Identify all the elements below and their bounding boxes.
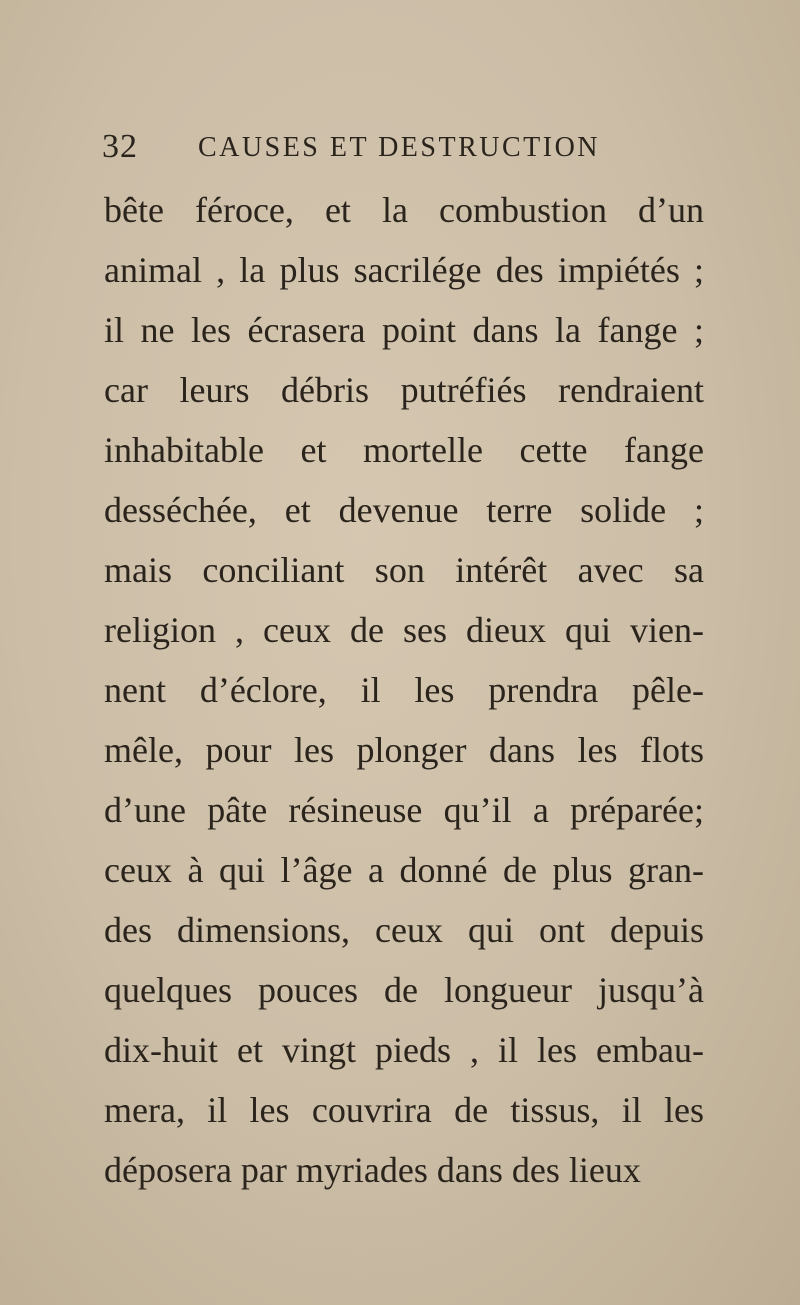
text-line: desséchée, et devenue terre solide ; <box>104 490 704 530</box>
text-line: car leurs débris putréfiés rendraient <box>104 370 704 410</box>
text-line: mêle, pour les plonger dans les flots <box>104 730 704 770</box>
page-number: 32 <box>102 128 138 165</box>
body-text <box>104 180 704 1200</box>
text-line: des dimensions, ceux qui ont depuis <box>104 910 704 950</box>
text-line: déposera par myriades dans des lieux <box>104 1150 641 1190</box>
text-line: ceux à qui l’âge a donné de plus gran- <box>104 850 704 890</box>
running-head: CAUSES ET DESTRUCTION <box>198 132 601 163</box>
text-line: dix-huit et vingt pieds , il les embau- <box>104 1030 704 1070</box>
text-line: bête féroce, et la combustion d’un <box>104 190 704 230</box>
text-line: mera, il les couvrira de tissus, il les <box>104 1090 704 1130</box>
page-header <box>102 128 662 178</box>
text-line: d’une pâte résineuse qu’il a préparée; <box>104 790 704 830</box>
text-line: animal , la plus sacrilége des impiétés ; <box>104 250 704 290</box>
text-line: inhabitable et mortelle cette fange <box>104 430 704 470</box>
text-line: quelques pouces de longueur jusqu’à <box>104 970 704 1010</box>
text-line: il ne les écrasera point dans la fange ; <box>104 310 704 350</box>
text-line: religion , ceux de ses dieux qui vien- <box>104 610 704 650</box>
text-line: mais conciliant son intérêt avec sa <box>104 550 704 590</box>
text-line: nent d’éclore, il les prendra pêle- <box>104 670 704 710</box>
